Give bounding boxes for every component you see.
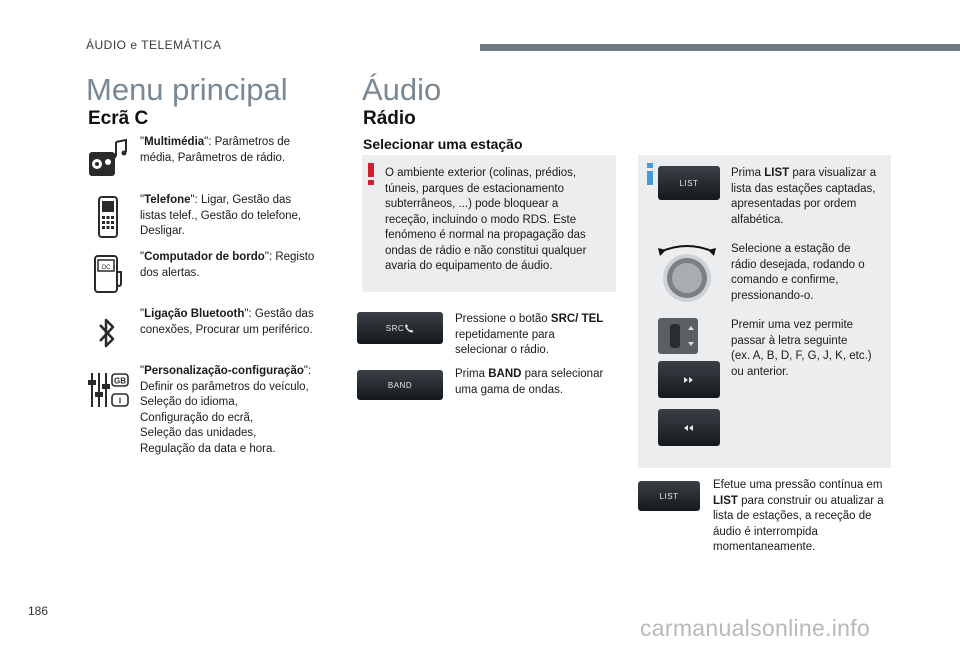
bluetooth-description: "Ligação Bluetooth": Gestão das conexões, Procurar um periférico. xyxy=(140,308,314,336)
page-number: 186 xyxy=(28,604,49,618)
settings-label: Personalização-configuração xyxy=(144,365,304,377)
phone-icon xyxy=(96,196,120,238)
trip-computer-label: Computador de bordo xyxy=(144,251,265,263)
rewind-icon xyxy=(683,424,695,432)
settings-icon xyxy=(86,370,130,410)
svg-text:I: I xyxy=(118,396,122,406)
src-tel-button: SRC xyxy=(357,312,443,344)
bluetooth-label: Ligação Bluetooth xyxy=(144,308,245,320)
rotary-knob-icon xyxy=(654,238,720,304)
svg-text:GB: GB xyxy=(114,376,126,386)
settings-description: "Personalização-configuração": Definir os parâmetros do veículo, Seleção do idioma, Configuração do ecrã, Seleção das unidades, Regulação da data e hora. xyxy=(140,365,312,455)
list-long-press-text: Efetue uma pressão contínua em LIST para construir ou atualizar a lista de estações, a receção de áudio é interrompida momentaneamente. xyxy=(713,479,884,553)
src-text: Pressione o botão SRC/ TEL repetidamente para selecionar o rádio. xyxy=(455,313,604,356)
page-title: Menu principal xyxy=(86,72,288,107)
fast-forward-icon xyxy=(683,376,695,384)
warning-icon xyxy=(366,163,376,185)
info-icon xyxy=(645,163,655,185)
audio-title: Áudio xyxy=(362,72,442,107)
knob-text: Selecione a estação de rádio desejada, rodando o comando e confirme, pressionando-o. xyxy=(731,243,865,302)
multimedia-description: "Multimédia": Parâmetros de média, Parâmetros de rádio. xyxy=(140,136,291,164)
warning-text: O ambiente exterior (colinas, prédios, túneis, parques de estacionamento subterrâneos, ...) pode bloquear a receção, incluindo o modo RDS. Este fenómeno é normal na propagação das ondas de rádio e não constitui qualquer avaria do equipamento de áudio. xyxy=(385,167,587,272)
scroll-switch-icon xyxy=(658,318,698,354)
phone-description: "Telefone": Ligar, Gestão das listas telef., Gestão do telefone, Desligar. xyxy=(140,194,302,237)
multimedia-icon xyxy=(86,138,130,182)
trip-computer-description: "Computador de bordo": Registo dos alertas. xyxy=(140,251,315,279)
list-text: Prima LIST para visualizar a lista das estações captadas, apresentadas por ordem alfabética. xyxy=(731,167,877,226)
previous-button xyxy=(658,409,720,446)
next-text: Premir uma vez permite passar à letra seguinte (ex. A, B, D, F, G, J, K, etc.) ou anterior. xyxy=(731,319,872,378)
next-button xyxy=(658,361,720,398)
band-button: BAND xyxy=(357,370,443,400)
phone-label: Telefone xyxy=(144,194,191,206)
section-heading: Selecionar uma estação xyxy=(363,136,523,152)
trip-computer-icon xyxy=(92,254,124,294)
list-long-press-button: LIST xyxy=(638,481,700,511)
page-subtitle: Ecrã C xyxy=(88,108,149,129)
watermark: carmanualsonline.info xyxy=(640,615,871,641)
svg-text:OC: OC xyxy=(101,265,111,271)
phone-handset-icon xyxy=(404,323,414,333)
header-section: ÁUDIO e TELEMÁTICA xyxy=(86,38,222,52)
multimedia-label: Multimédia xyxy=(144,136,205,148)
list-button: LIST xyxy=(658,166,720,200)
band-text: Prima BAND para selecionar uma gama de ondas. xyxy=(455,368,604,396)
radio-subtitle: Rádio xyxy=(363,108,416,129)
bluetooth-icon xyxy=(96,316,118,350)
header-bar xyxy=(480,44,960,51)
